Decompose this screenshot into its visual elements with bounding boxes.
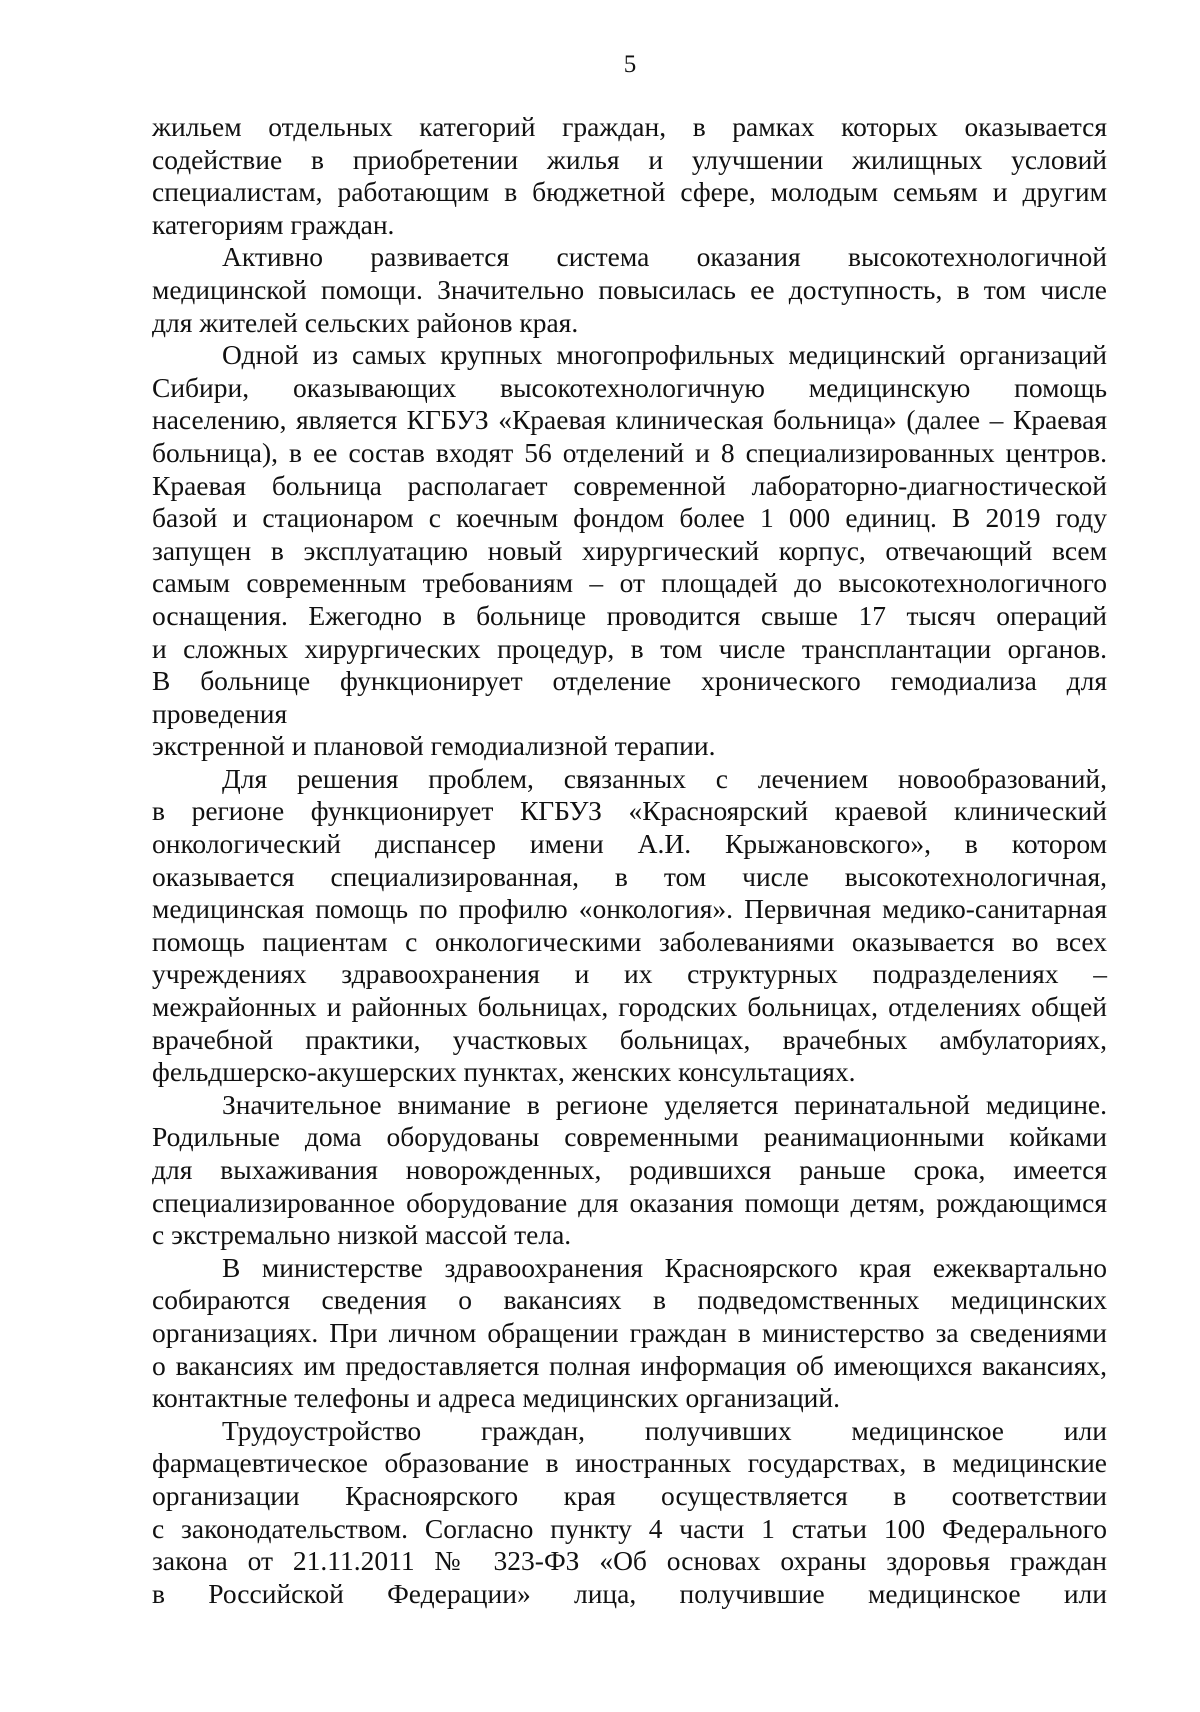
text-line: Активно развивается система оказания высокотехнологичной [222, 241, 1107, 273]
text-line: Значительное внимание в регионе уделяется перинатальной медицине. [222, 1088, 1107, 1120]
text-line: собираются сведения о вакансиях в подведомственных медицинских [152, 1284, 1107, 1316]
text-line: помощь пациентам с онкологическими заболеваниями оказывается во всех [152, 925, 1107, 957]
text-line: Трудоустройство граждан, получивших медицинское или [222, 1414, 1107, 1446]
paragraph [152, 763, 1107, 1089]
paragraph [152, 1252, 1107, 1415]
paragraph [152, 241, 1107, 339]
text-line: с законодательством. Согласно пункту 4 части 1 статьи 100 Федерального [152, 1512, 1107, 1544]
text-line: учреждениях здравоохранения и их структурных подразделениях – [152, 958, 1107, 990]
text-line: оказывается специализированная, в том числе высокотехнологичная, [152, 860, 1107, 892]
text-line: о вакансиях им предоставляется полная информация об имеющихся вакансиях, [152, 1349, 1107, 1381]
text-line: в Российской Федерации» лица, получившие медицинское или [152, 1577, 1107, 1609]
text-line: фармацевтическое образование в иностранных государствах, в медицинские [152, 1447, 1107, 1479]
text-line: населению, является КГБУЗ «Краевая клиническая больница» (далее – Краевая [152, 404, 1107, 436]
text-line: оснащения. Ежегодно в больнице проводится свыше 17 тысяч операций [152, 599, 1107, 631]
text-line: закона от 21.11.2011 № 323-ФЗ «Об основах охраны здоровья граждан [152, 1545, 1107, 1577]
text-line: для жителей сельских районов края. [152, 306, 579, 338]
text-line: базой и стационаром с коечным фондом более 1 000 единиц. В 2019 году [152, 502, 1107, 534]
text-line: врачебной практики, участковых больницах, врачебных амбулаториях, [152, 1023, 1107, 1055]
paragraph [152, 111, 1107, 241]
text-line: самым современным требованиям – от площадей до высокотехнологичного [152, 567, 1107, 599]
paragraph [152, 1415, 1107, 1611]
text-line: в регионе функционирует КГБУЗ «Красноярский краевой клинический [152, 795, 1107, 827]
text-line: с экстремально низкой массой тела. [152, 1219, 572, 1251]
text-line: контактные телефоны и адреса медицинских организаций. [152, 1382, 840, 1414]
paragraph [152, 339, 1107, 763]
text-line: специализированное оборудование для оказания помощи детям, рождающимся [152, 1186, 1107, 1218]
text-line: Сибири, оказывающих высокотехнологичную медицинскую помощь [152, 371, 1107, 403]
text-line: В министерстве здравоохранения Красноярского края ежеквартально [222, 1251, 1107, 1283]
paragraph [152, 1089, 1107, 1252]
text-line: организации Красноярского края осуществляется в соответствии [152, 1479, 1107, 1511]
text-line: содействие в приобретении жилья и улучшении жилищных условий [152, 143, 1107, 175]
text-line: экстренной и плановой гемодиализной терапии. [152, 730, 716, 762]
text-line: для выхаживания новорожденных, родившихся раньше срока, имеется [152, 1154, 1107, 1185]
text-line: Для решения проблем, связанных с лечением новообразований, [222, 762, 1107, 794]
text-line: организациях. При личном обращении граждан в министерство за сведениями [152, 1316, 1107, 1348]
text-line: больница), в ее состав входят 56 отделений и 8 специализированных центров. [152, 436, 1107, 468]
text-line: В больнице функционирует отделение хронического гемодиализа для проведения [152, 665, 1107, 729]
text-line: Одной из самых крупных многопрофильных медицинский организаций [222, 339, 1107, 371]
text-line: и сложных хирургических процедур, в том числе трансплантации органов. [152, 632, 1107, 664]
text-line: Краевая больница располагает современной лабораторно-диагностической [152, 469, 1107, 501]
page-number: 5 [623, 51, 637, 78]
text-line: запущен в эксплуатацию новый хирургический корпус, отвечающий всем [152, 534, 1107, 566]
text-line: медицинская помощь по профилю «онкология». Первичная медико-санитарная [152, 893, 1107, 925]
text-line: медицинской помощи. Значительно повысилась ее доступность, в том числе [152, 273, 1107, 305]
text-line: Родильные дома оборудованы современными реанимационными койками [152, 1121, 1107, 1153]
text-line: категориям граждан. [152, 208, 395, 240]
text-line: жильем отдельных категорий граждан, в рамках которых оказывается [152, 111, 1107, 142]
document-body [152, 111, 1107, 1610]
text-line: фельдшерско-акушерских пунктах, женских консультациях. [152, 1056, 856, 1088]
text-line: межрайонных и районных больницах, городских больницах, отделениях общей [152, 991, 1107, 1023]
text-line: онкологический диспансер имени А.И. Крыжановского», в котором [152, 828, 1107, 860]
text-line: специалистам, работающим в бюджетной сфере, молодым семьям и другим [152, 176, 1107, 208]
